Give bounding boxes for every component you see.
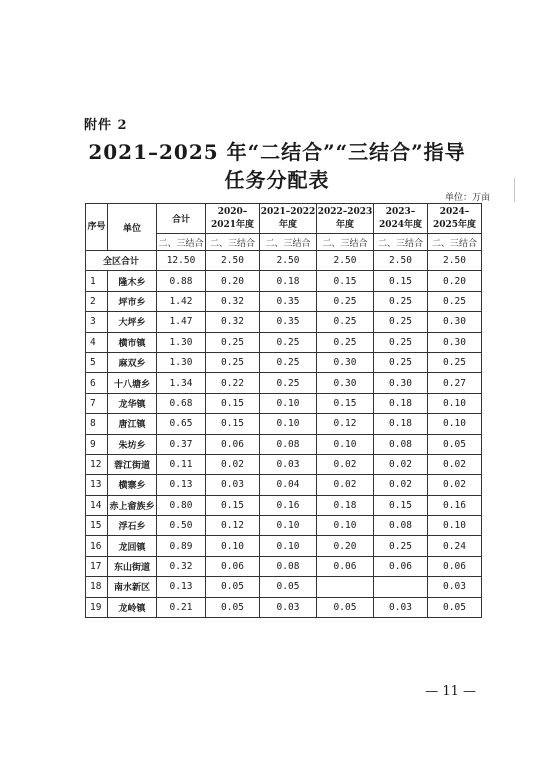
- unit-label: 单位：万亩: [444, 193, 490, 203]
- row-year-cell: 0.08: [260, 556, 317, 576]
- header-total: 合计: [157, 204, 206, 234]
- row-year-cell: 0.35: [260, 291, 317, 311]
- header-subtype: 二、三结合: [260, 234, 317, 251]
- table-row: [86, 434, 482, 454]
- row-total-cell: 1.42: [157, 291, 206, 311]
- row-year-cell: 0.18: [317, 495, 374, 515]
- row-year-cell: 0.24: [428, 536, 482, 556]
- row-year-cell: 0.27: [428, 373, 482, 393]
- row-seq: 12: [86, 454, 108, 474]
- row-year-cell: 0.25: [374, 352, 428, 372]
- row-year-cell: 0.05: [260, 577, 317, 597]
- row-unit-name: 十八塘乡: [108, 373, 157, 393]
- row-year-cell: 0.30: [428, 312, 482, 332]
- row-year-cell: 0.22: [206, 373, 260, 393]
- summary-label: 全区合计: [86, 251, 157, 271]
- row-year-cell: 0.12: [206, 516, 260, 536]
- row-seq: 14: [86, 495, 108, 515]
- row-seq: 1: [86, 271, 108, 291]
- row-year-cell: 0.20: [428, 271, 482, 291]
- row-unit-name: 龙华镇: [108, 393, 157, 413]
- page-number: — 11 —: [425, 684, 476, 699]
- row-year-cell: 0.16: [428, 495, 482, 515]
- row-year-cell: 0.03: [260, 597, 317, 617]
- row-total-cell: 1.47: [157, 312, 206, 332]
- row-year-cell: 0.05: [428, 434, 482, 454]
- row-year-cell: 0.16: [260, 495, 317, 515]
- row-total-cell: 0.89: [157, 536, 206, 556]
- row-year-cell: 0.18: [260, 271, 317, 291]
- row-year-cell: 0.30: [317, 352, 374, 372]
- row-year-cell: 0.06: [317, 556, 374, 576]
- row-year-cell: 0.06: [374, 556, 428, 576]
- row-year-cell: 0.02: [206, 454, 260, 474]
- row-seq: 18: [86, 577, 108, 597]
- row-unit-name: 龙回镇: [108, 536, 157, 556]
- header-year: 2020–2021年度: [206, 204, 260, 234]
- row-year-cell: 0.06: [206, 556, 260, 576]
- summary-row: [86, 251, 482, 271]
- row-year-cell: 0.03: [428, 577, 482, 597]
- row-seq: 17: [86, 556, 108, 576]
- row-seq: 8: [86, 414, 108, 434]
- row-total-cell: 0.50: [157, 516, 206, 536]
- table-row: [86, 271, 482, 291]
- row-total-cell: 0.32: [157, 556, 206, 576]
- row-year-cell: 0.25: [374, 312, 428, 332]
- row-year-cell: 0.15: [374, 495, 428, 515]
- table-row: [86, 597, 482, 617]
- row-year-cell: 0.02: [374, 475, 428, 495]
- row-year-cell: 0.06: [428, 556, 482, 576]
- header-year: 2024–2025年度: [428, 204, 482, 234]
- row-unit-name: 唐江镇: [108, 414, 157, 434]
- table-row: [86, 352, 482, 372]
- table-row: [86, 495, 482, 515]
- row-year-cell: 0.18: [374, 393, 428, 413]
- row-year-cell: 0.25: [374, 536, 428, 556]
- row-unit-name: 坪市乡: [108, 291, 157, 311]
- row-total-cell: 0.37: [157, 434, 206, 454]
- row-total-cell: 0.13: [157, 577, 206, 597]
- row-unit-name: 大坪乡: [108, 312, 157, 332]
- summary-cell: 2.50: [428, 251, 482, 271]
- row-year-cell: 0.10: [260, 516, 317, 536]
- row-year-cell: 0.25: [428, 352, 482, 372]
- allocation-table: [85, 203, 482, 618]
- row-year-cell: 0.32: [206, 291, 260, 311]
- row-year-cell: [374, 577, 428, 597]
- summary-cell: 2.50: [260, 251, 317, 271]
- row-year-cell: 0.05: [206, 597, 260, 617]
- row-total-cell: 0.21: [157, 597, 206, 617]
- row-year-cell: 0.03: [206, 475, 260, 495]
- row-total-cell: 0.65: [157, 414, 206, 434]
- row-year-cell: 0.25: [260, 332, 317, 352]
- row-year-cell: 0.10: [428, 414, 482, 434]
- header-subtype: 二、三结合: [157, 234, 206, 251]
- row-unit-name: 东山街道: [108, 556, 157, 576]
- row-year-cell: 0.03: [260, 454, 317, 474]
- row-unit-name: 朱坊乡: [108, 434, 157, 454]
- header-unit: 单位: [108, 204, 157, 251]
- row-total-cell: 0.88: [157, 271, 206, 291]
- row-year-cell: 0.25: [317, 312, 374, 332]
- row-seq: 19: [86, 597, 108, 617]
- row-year-cell: 0.05: [206, 577, 260, 597]
- row-unit-name: 南水新区: [108, 577, 157, 597]
- row-year-cell: 0.08: [374, 516, 428, 536]
- table-row: [86, 393, 482, 413]
- row-seq: 5: [86, 352, 108, 372]
- row-year-cell: [317, 577, 374, 597]
- row-year-cell: 0.10: [428, 393, 482, 413]
- row-year-cell: 0.05: [428, 597, 482, 617]
- row-total-cell: 0.68: [157, 393, 206, 413]
- row-total-cell: 0.11: [157, 454, 206, 474]
- row-unit-name: 浮石乡: [108, 516, 157, 536]
- scan-mark: [514, 178, 515, 202]
- row-year-cell: 0.20: [317, 536, 374, 556]
- row-seq: 7: [86, 393, 108, 413]
- row-year-cell: 0.10: [206, 536, 260, 556]
- row-year-cell: 0.25: [206, 352, 260, 372]
- table-row: [86, 414, 482, 434]
- row-year-cell: 0.18: [374, 414, 428, 434]
- row-unit-name: 麻双乡: [108, 352, 157, 372]
- row-seq: 3: [86, 312, 108, 332]
- row-year-cell: 0.12: [317, 414, 374, 434]
- row-seq: 15: [86, 516, 108, 536]
- table-row: [86, 577, 482, 597]
- row-year-cell: 0.02: [374, 454, 428, 474]
- row-year-cell: 0.02: [317, 475, 374, 495]
- row-year-cell: 0.04: [260, 475, 317, 495]
- row-year-cell: 0.15: [374, 271, 428, 291]
- row-unit-name: 蓉江街道: [108, 454, 157, 474]
- header-subtype: 二、三结合: [374, 234, 428, 251]
- header-seq: 序号: [86, 204, 108, 251]
- row-year-cell: 0.05: [317, 597, 374, 617]
- row-year-cell: 0.15: [206, 414, 260, 434]
- header-year: 2022–2023年度: [317, 204, 374, 234]
- row-year-cell: 0.30: [428, 332, 482, 352]
- row-year-cell: 0.10: [260, 393, 317, 413]
- row-year-cell: 0.08: [374, 434, 428, 454]
- summary-cell: 12.50: [157, 251, 206, 271]
- header-subtype: 二、三结合: [206, 234, 260, 251]
- table-row: [86, 373, 482, 393]
- document-title-line1: 2021–2025 年“二结合”“三结合”指导: [88, 140, 466, 164]
- header-subtype: 二、三结合: [428, 234, 482, 251]
- row-year-cell: 0.10: [317, 434, 374, 454]
- row-unit-name: 横寨乡: [108, 475, 157, 495]
- row-unit-name: 横市镇: [108, 332, 157, 352]
- row-unit-name: 赤上畲族乡: [108, 495, 157, 515]
- table-row: [86, 536, 482, 556]
- row-year-cell: 0.25: [317, 291, 374, 311]
- row-year-cell: 0.10: [317, 516, 374, 536]
- row-year-cell: 0.15: [206, 393, 260, 413]
- table-row: [86, 291, 482, 311]
- row-year-cell: 0.25: [206, 332, 260, 352]
- row-year-cell: 0.10: [260, 536, 317, 556]
- row-year-cell: 0.03: [374, 597, 428, 617]
- header-subtype: 二、三结合: [317, 234, 374, 251]
- document-title-line2: 任务分配表: [224, 168, 330, 192]
- row-total-cell: 0.80: [157, 495, 206, 515]
- row-year-cell: 0.15: [206, 495, 260, 515]
- row-year-cell: 0.20: [206, 271, 260, 291]
- row-seq: 13: [86, 475, 108, 495]
- row-year-cell: 0.10: [428, 516, 482, 536]
- row-year-cell: 0.06: [206, 434, 260, 454]
- row-year-cell: 0.25: [428, 291, 482, 311]
- summary-cell: 2.50: [206, 251, 260, 271]
- row-total-cell: 1.30: [157, 332, 206, 352]
- row-year-cell: 0.02: [317, 454, 374, 474]
- row-total-cell: 1.34: [157, 373, 206, 393]
- row-total-cell: 1.30: [157, 352, 206, 372]
- header-year: 2023–2024年度: [374, 204, 428, 234]
- attachment-label: 附件 2: [84, 118, 128, 133]
- row-year-cell: 0.25: [260, 352, 317, 372]
- header-year: 2021–2022年度: [260, 204, 317, 234]
- table-row: [86, 454, 482, 474]
- row-seq: 6: [86, 373, 108, 393]
- row-unit-name: 龙岭镇: [108, 597, 157, 617]
- table-row: [86, 475, 482, 495]
- row-seq: 16: [86, 536, 108, 556]
- summary-cell: 2.50: [374, 251, 428, 271]
- summary-cell: 2.50: [317, 251, 374, 271]
- row-seq: 2: [86, 291, 108, 311]
- row-year-cell: 0.30: [317, 373, 374, 393]
- row-year-cell: 0.08: [260, 434, 317, 454]
- row-seq: 4: [86, 332, 108, 352]
- row-year-cell: 0.25: [374, 332, 428, 352]
- row-year-cell: 0.35: [260, 312, 317, 332]
- row-year-cell: 0.30: [374, 373, 428, 393]
- row-year-cell: 0.25: [317, 332, 374, 352]
- row-total-cell: 0.13: [157, 475, 206, 495]
- table-row: [86, 516, 482, 536]
- row-year-cell: 0.15: [317, 393, 374, 413]
- table-row: [86, 312, 482, 332]
- row-year-cell: 0.32: [206, 312, 260, 332]
- row-year-cell: 0.15: [317, 271, 374, 291]
- row-seq: 9: [86, 434, 108, 454]
- row-year-cell: 0.02: [428, 454, 482, 474]
- row-year-cell: 0.02: [428, 475, 482, 495]
- table-row: [86, 556, 482, 576]
- row-unit-name: 隆木乡: [108, 271, 157, 291]
- table-row: [86, 332, 482, 352]
- row-year-cell: 0.25: [374, 291, 428, 311]
- row-year-cell: 0.25: [260, 373, 317, 393]
- row-year-cell: 0.10: [260, 414, 317, 434]
